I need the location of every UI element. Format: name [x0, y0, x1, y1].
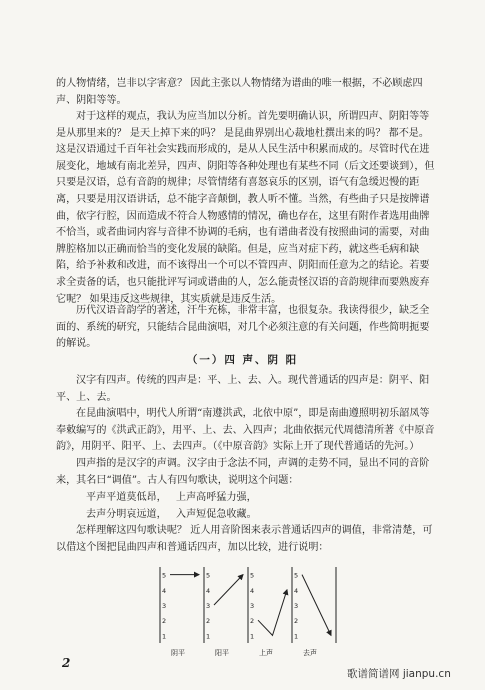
chart-level-label: 1: [206, 632, 211, 641]
section-heading: （一）四 声、阴 阳: [186, 354, 299, 366]
tone-contour-3: [258, 590, 287, 636]
poem-line-1b: 上声高呼猛力强，: [176, 492, 257, 503]
chart-level-label: 1: [162, 632, 167, 641]
tone-label-1: 阴平: [171, 649, 185, 657]
chart-level-label: 5: [162, 571, 167, 580]
poem-line-2b: 入声短促急收藏。: [176, 509, 257, 520]
poem-line-2a: 去声分明哀远道，: [86, 509, 167, 520]
tone-chart: [150, 561, 350, 657]
chart-level-label: 2: [250, 617, 255, 626]
watermark: 歌谱简谱网 jianpu.cn: [347, 668, 451, 680]
paragraph-4: 汉字有四声。传统的四声是：平、上、去、入。现代普通话的四声是：阴平、阳平、上、去。: [56, 375, 430, 403]
tone-label-3: 上声: [259, 649, 273, 657]
chart-level-label: 5: [294, 571, 299, 580]
chart-level-label: 3: [162, 602, 167, 610]
tone-label-4: 去声: [303, 649, 317, 657]
chart-level-label: 2: [162, 617, 167, 626]
tone-contour-4: [302, 575, 331, 636]
poem-line-1a: 平声平道莫低昂，: [86, 492, 167, 503]
chart-level-label: 5: [250, 571, 255, 580]
paragraph-6: 四声指的是汉字的声调。汉字由于念法不同，声调的走势不同，显出不同的音阶来，其名曰“调值”。古人有四句歌诀，说明这个问题：: [56, 458, 430, 486]
paragraph-3: 历代汉语音韵学的著述，汗牛充栋，非常丰富，也很复杂。我读得很少，缺乏全面的、系统的研究，只能结合昆曲演唱，对几个必须注意的有关问题，作些简明扼要的解说。: [56, 305, 430, 350]
chart-level-label: 1: [250, 632, 255, 641]
chart-level-label: 2: [206, 617, 211, 626]
paragraph-5: 在昆曲演唱中，明代人所谓“南遵洪武，北依中原”，即是南曲遵照明初乐韶凤等奉敕编写的《洪武正韵》，用平、上、去、入四声；北曲依据元代周德清所著《中原音韵》，用阴平、阳平、上、去四声。（《中原音韵》实际上开了现代普通话的先河。）: [56, 408, 435, 453]
chart-level-label: 3: [294, 602, 299, 610]
chart-level-label: 4: [294, 586, 299, 595]
paragraph-2: 对于这样的观点，我认为应当加以分析。首先要明确认识，所谓四声、阴阳等等是从那里来的？ 是天上掉下来的吗？ 是昆曲界别出心裁地杜撰出来的吗？ 都不是。这是汉语通过千百年社会实践而形成的，是从人民生活中积累而成的。尽管时代在进展变化，地域有南北差异，四声、阴阳等各种处理也有某些不同（后文还要谈到），但只要是汉语，总有音韵的规律；尽管情绪有喜怒哀乐的区别，语气有急缓迟慢的距离，只要是用汉语讲话，总不能字音颠倒，教人听不懂。当然，有些曲子只是按牌谱曲，依字行腔，因而造成不符合人物感情的情况，确也存在，这里有附作者选用曲牌不恰当，或者曲词内容与音律不协调的毛病，也有谱曲者没有按照曲词的需要，对曲牌腔格加以正确而恰当的变化发展的缺陷。但是，应当对症下药，就这些毛病和缺陷，给予补救和改进，而不该得出一个可以不管四声、阴阳而任意为之的结论。若要求全责备的话，也只能批评写词或谱曲的人，怎么能责怪汉语的音韵规律而要熟废弃它呢？ 如果违反这些规律，其实质就是违反生活。: [56, 111, 435, 305]
chart-level-label: 4: [162, 586, 167, 595]
page-number: 2: [62, 656, 71, 670]
paragraph-7: 怎样理解这四句歌诀呢？ 近人用音阶图来表示普通话四声的调值，非常清楚，可以借这个图把昆曲四声和普通话四声，加以比较，进行说明：: [56, 525, 433, 553]
chart-level-label: 4: [250, 586, 255, 595]
tone-contour-2: [214, 575, 243, 605]
chart-level-label: 3: [250, 602, 255, 610]
chart-level-label: 5: [206, 571, 211, 580]
chart-level-label: 2: [294, 617, 299, 626]
chart-level-label: 4: [206, 586, 211, 595]
paragraph-1: 的人物情绪，岂非以字害意？ 因此主张以人物情绪为谱曲的唯一根据，不必顾虑四声、阴阳等等。: [56, 78, 423, 106]
tone-label-2: 阳平: [215, 649, 229, 657]
chart-level-label: 1: [294, 632, 299, 641]
chart-level-label: 3: [206, 602, 211, 610]
